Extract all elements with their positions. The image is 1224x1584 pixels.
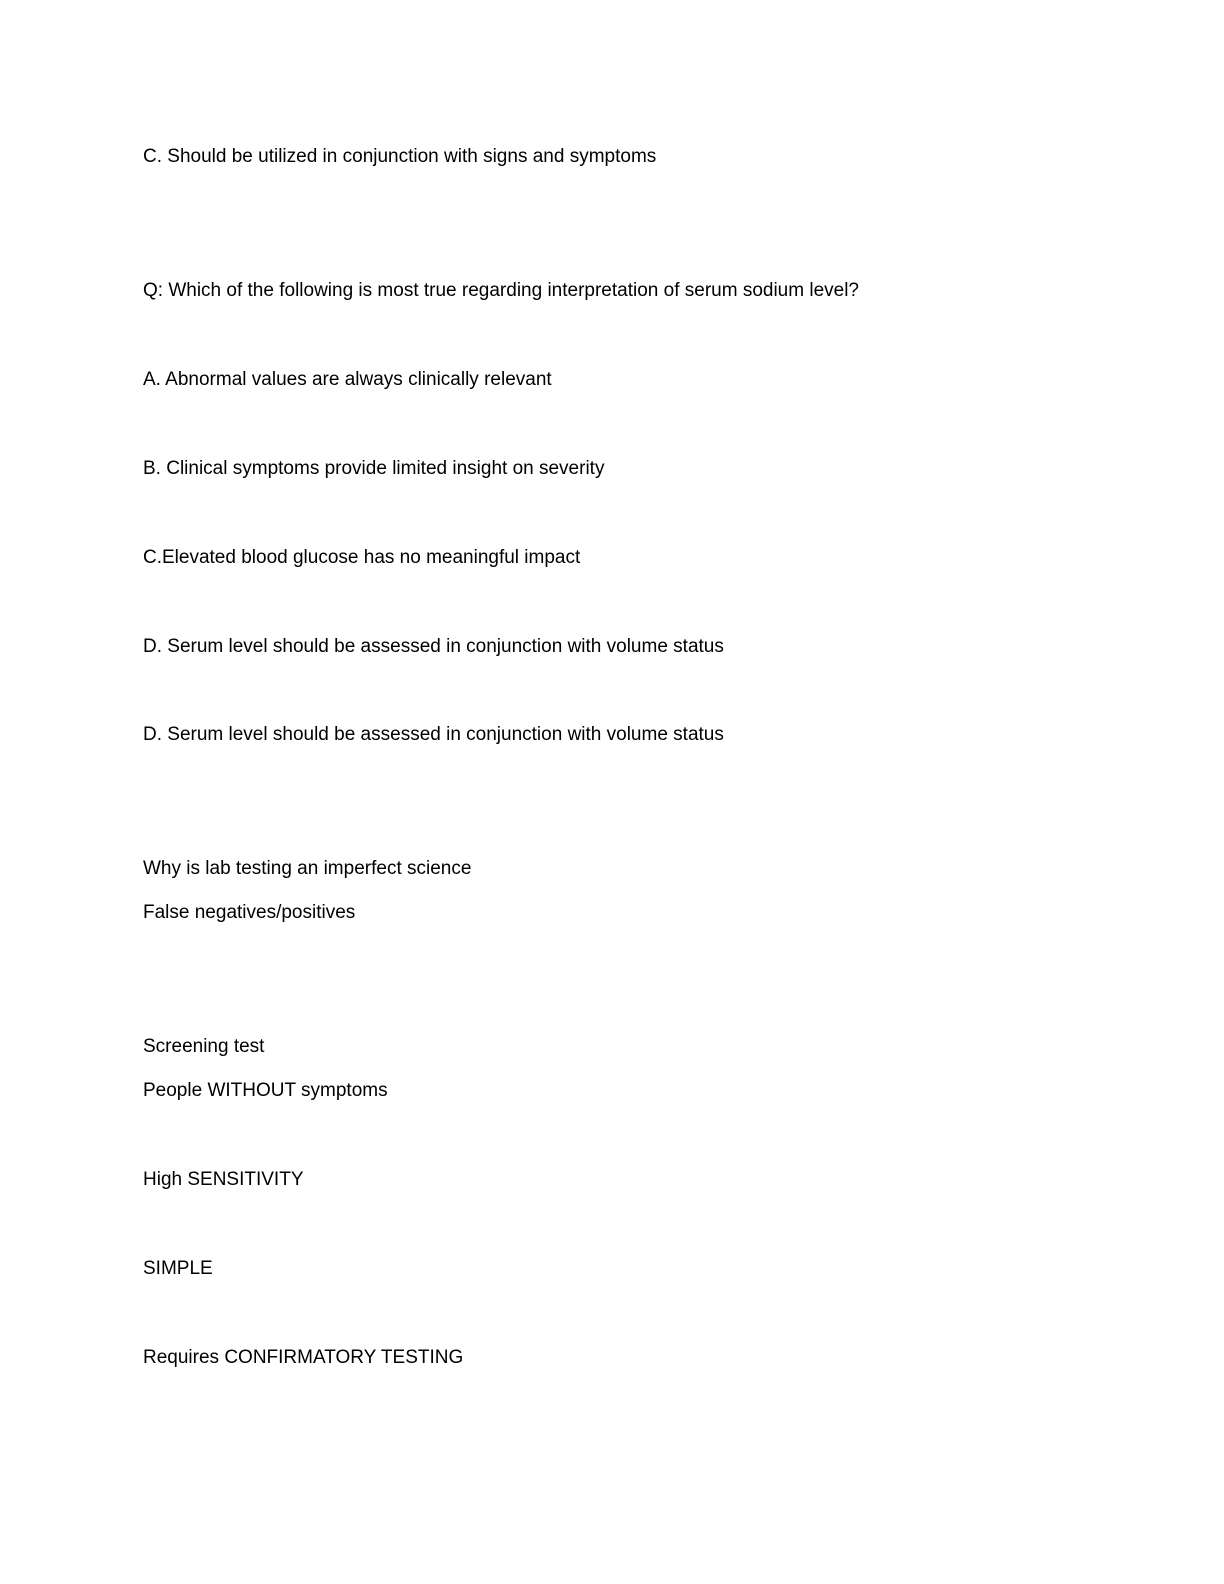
- correct-answer: D. Serum level should be assessed in conjunction with volume status: [143, 724, 724, 745]
- answer-option-c: C.Elevated blood glucose has no meaningful impact: [143, 547, 581, 568]
- answer-option-d: D. Serum level should be assessed in conjunction with volume status: [143, 636, 724, 657]
- note-false-results: False negatives/positives: [143, 902, 356, 923]
- answer-option-c: C. Should be utilized in conjunction with signs and symptoms: [143, 146, 657, 167]
- answer-option-b: B. Clinical symptoms provide limited insight on severity: [143, 458, 605, 479]
- note-population: People WITHOUT symptoms: [143, 1080, 388, 1101]
- answer-option-a: A. Abnormal values are always clinically relevant: [143, 369, 552, 390]
- note-confirmatory: Requires CONFIRMATORY TESTING: [143, 1347, 464, 1368]
- heading-imperfect-science: Why is lab testing an imperfect science: [143, 858, 472, 879]
- question-serum-sodium: Q: Which of the following is most true regarding interpretation of serum sodium level?: [143, 280, 859, 301]
- note-sensitivity: High SENSITIVITY: [143, 1169, 304, 1190]
- heading-screening-test: Screening test: [143, 1036, 265, 1057]
- note-simple: SIMPLE: [143, 1258, 213, 1279]
